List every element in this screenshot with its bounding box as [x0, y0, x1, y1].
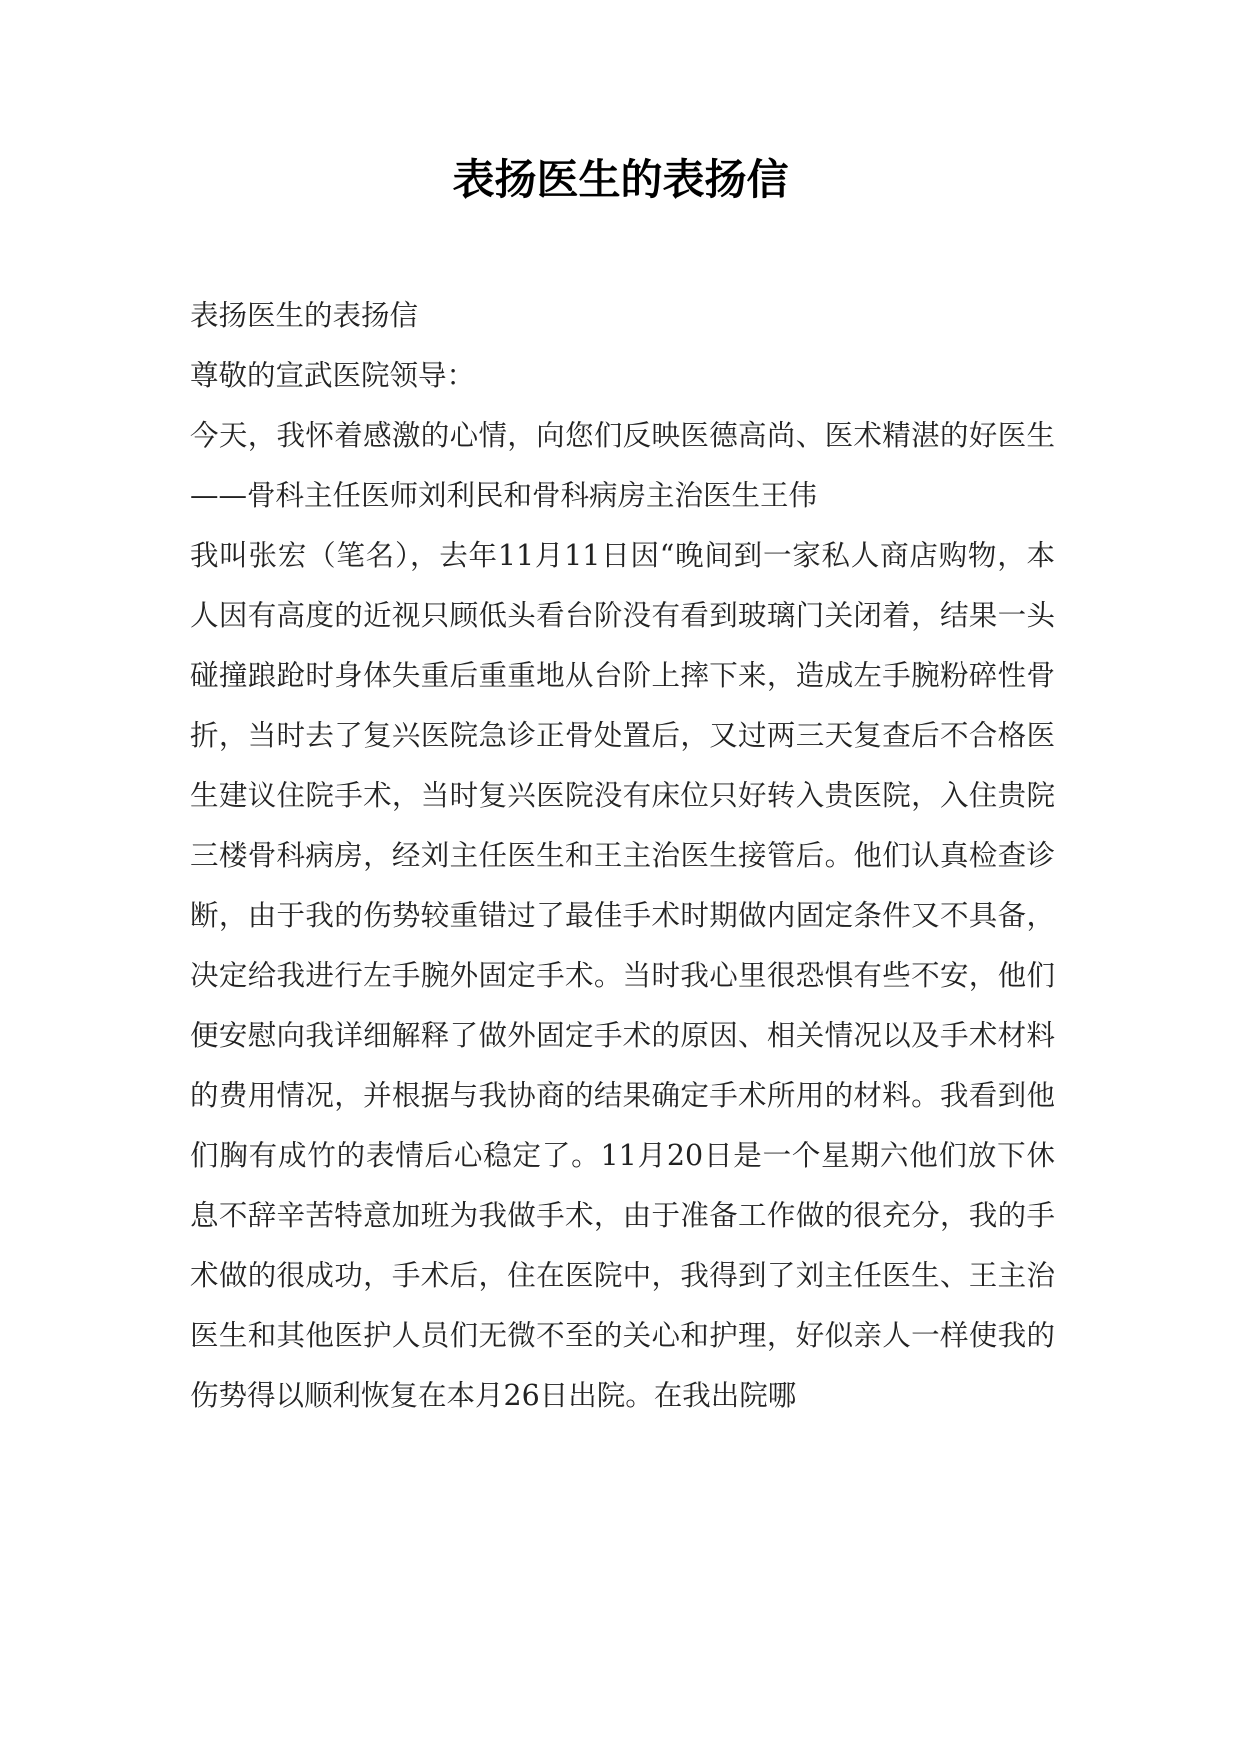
- intro-paragraph: 今天，我怀着感激的心情，向您们反映医德高尚、医术精湛的好医生——骨科主任医师刘利民和骨科病房主治医生王伟: [190, 419, 1055, 512]
- salutation: 尊敬的宣武医院领导：: [190, 359, 476, 392]
- main-paragraph: 我叫张宏（笔名），去年11月11日因“晚间到一家私人商店购物，本人因有高度的近视只顾低头看台阶没有看到玻璃门关闭着，结果一头碰撞踉跄时身体失重后重重地从台阶上摔下来，造成左手腕粉碎性骨折，当时去了复兴医院急诊正骨处置后，又过两三天复查后不合格医生建议住院手术，当时复兴医院没有床位只好转入贵医院，入住贵院三楼骨科病房，经刘主任医生和王主治医生接管后。他们认真检查诊断，由于我的伤势较重错过了最佳手术时期做内固定条件又不具备，决定给我进行左手腕外固定手术。当时我心里很恐惧有些不安，他们便安慰向我详细解释了做外固定手术的原因、相关情况以及手术材料的费用情况，并根据与我协商的结果确定手术所用的材料。我看到他们胸有成竹的表情后心稳定了。11月20日是一个星期六他们放下休息不辞辛苦特意加班为我做手术，由于准备工作做的很充分，我的手术做的很成功，手术后，住在医院中，我得到了刘主任医生、王主治医生和其他医护人员们无微不至的关心和护理，好似亲人一样使我的伤势得以顺利恢复在本月26日出院。在我出院哪: [190, 539, 1055, 1412]
- document-title: 表扬医生的表扬信: [452, 155, 789, 204]
- document-body: [190, 286, 1055, 1426]
- body-heading: 表扬医生的表扬信: [190, 299, 419, 332]
